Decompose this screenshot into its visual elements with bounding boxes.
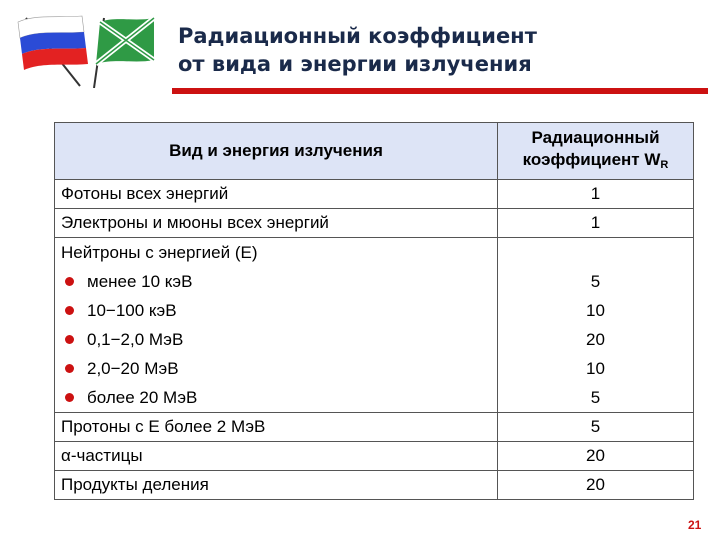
row-value: 1: [498, 209, 694, 238]
table-row: [55, 209, 694, 238]
header-coefficient-subscript: R: [660, 158, 669, 171]
neutron-value: 20: [586, 330, 605, 349]
row-value: 5: [498, 413, 694, 442]
row-label: Продукты деления: [55, 471, 498, 500]
slide-title: [178, 22, 698, 78]
row-value: 1: [498, 180, 694, 209]
title-line-1: Радиационный коэффициент: [178, 24, 537, 48]
bullet-icon: [65, 393, 74, 402]
bullet-icon: [65, 335, 74, 344]
row-label: Протоны с Е более 2 МэВ: [55, 413, 498, 442]
neutron-range-label: 10−100 кэВ: [87, 301, 177, 320]
list-item: [61, 325, 491, 354]
table-row-neutrons: [55, 238, 694, 413]
row-value: 20: [498, 471, 694, 500]
neutron-labels: [55, 238, 498, 413]
bullet-icon: [65, 277, 74, 286]
neutron-range-label: 2,0−20 МэВ: [87, 359, 179, 378]
table-row: [55, 413, 694, 442]
list-item: [61, 354, 491, 383]
neutron-range-label: 0,1−2,0 МэВ: [87, 330, 184, 349]
row-label: Фотоны всех энергий: [55, 180, 498, 209]
table-row: [55, 471, 694, 500]
table-row: [55, 442, 694, 471]
radiation-coefficient-table: [54, 122, 694, 500]
bullet-icon: [65, 364, 74, 373]
neutron-value: 5: [590, 388, 601, 407]
table-header-row: [55, 123, 694, 180]
bullet-icon: [65, 306, 74, 315]
title-underline: [172, 88, 708, 94]
russian-flag-icon: [18, 16, 88, 86]
neutron-heading: Нейтроны с энергией (Е): [61, 243, 258, 262]
row-value: 20: [498, 442, 694, 471]
list-item: [61, 267, 491, 296]
flags-logo: [8, 8, 158, 88]
neutron-range-label: менее 10 кэВ: [87, 272, 193, 291]
list-item: [61, 383, 491, 412]
neutron-values: [498, 238, 694, 413]
neutron-value: 5: [590, 272, 601, 291]
row-label: Электроны и мюоны всех энергий: [55, 209, 498, 238]
list-item: [61, 296, 491, 325]
header-coefficient: [498, 123, 694, 180]
ensign-flag-icon: [94, 18, 154, 88]
neutron-value: 10: [586, 301, 605, 320]
title-line-2: от вида и энергии излучения: [178, 52, 532, 76]
header-radiation-type: Вид и энергия излучения: [55, 123, 498, 180]
header-coefficient-line1: Радиационный: [531, 127, 660, 147]
row-label: α-частицы: [55, 442, 498, 471]
neutron-heading-spacer: [504, 238, 687, 267]
table-row: [55, 180, 694, 209]
page-number: 21: [688, 518, 702, 532]
neutron-value: 10: [586, 359, 605, 378]
neutron-range-label: более 20 МэВ: [87, 388, 198, 407]
header-coefficient-line2: коэффициент W: [522, 149, 661, 169]
